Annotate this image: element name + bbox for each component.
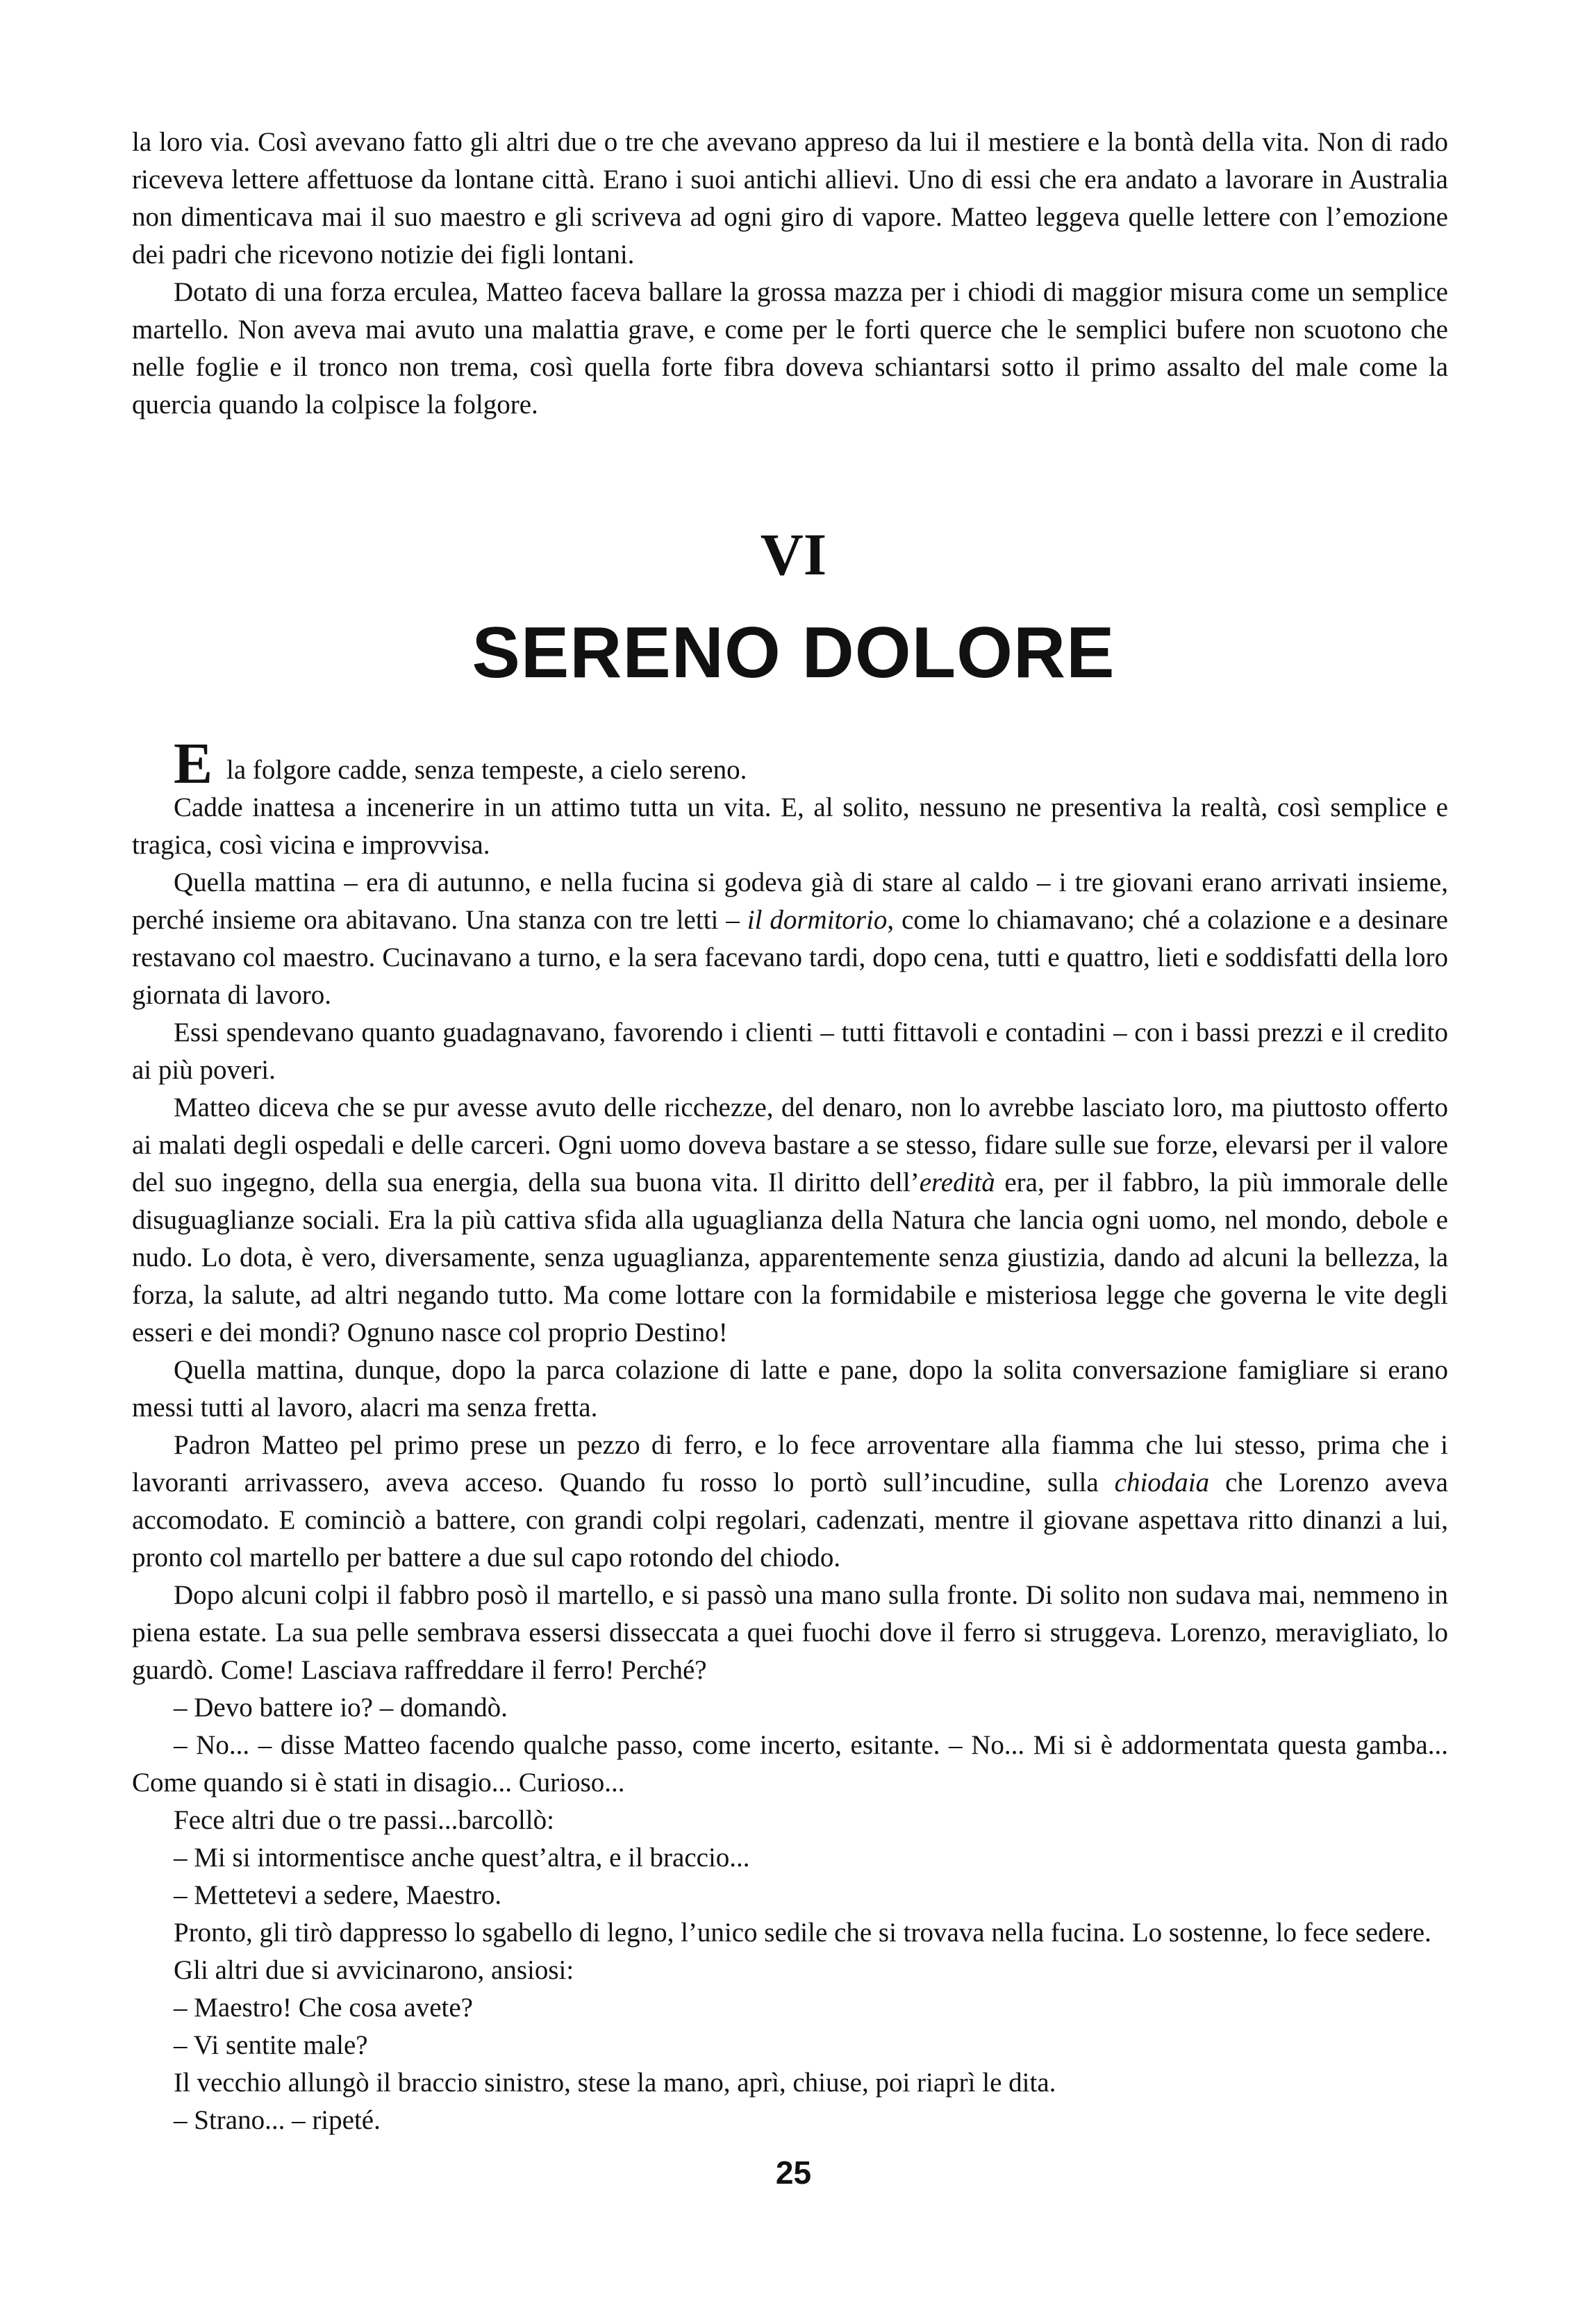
- paragraph: [132, 1427, 1448, 1577]
- chapter-number: VI: [760, 521, 827, 588]
- paragraph: Cadde inattesa a incenerire in un attimo tutta un vita. E, al solito, nessuno ne presentiva la realtà, così semplice e tragica, così vicina e improvvisa.: [132, 792, 1448, 860]
- text-run: che Lorenzo aveva accomodato. E cominciò a battere, con grandi colpi regolari, cadenzati, mentre il giovane aspettava ritto dinanzi a lui, pronto col martello per battere a due sul capo rotondo del chiodo.: [132, 1468, 1448, 1572]
- top-text-section: [132, 124, 1448, 424]
- opening-paragraph: [174, 731, 1448, 796]
- chapter-title: SERENO DOLORE: [472, 613, 1115, 693]
- dialogue-line: Pronto, gli tirò dappresso lo sgabello di legno, l’unico sedile che si trovava nella fucina. Lo sostenne, lo fece sedere.: [174, 1918, 1431, 1948]
- dialogue-line: – Maestro! Che cosa avete?: [174, 1993, 473, 2023]
- paragraph-continued: la loro via. Così avevano fatto gli altri due o tre che avevano appreso da lui il mestiere e la bontà della vita. Non di rado riceveva lettere affettuose da lontane città. Erano i suoi antichi allievi. Uno di essi che era andato a lavorare in Australia non dimenticava mai il suo maestro e gli scriveva ad ogni giro di vapore. Matteo leggeva quelle lettere con l’emozione dei padri che ricevono notizie dei figli lontani.: [132, 127, 1448, 269]
- paragraph: Essi spendevano quanto guadagnavano, favorendo i clienti – tutti fittavoli e contadini – con i bassi prezzi e il credito ai più poveri.: [132, 1018, 1448, 1085]
- text-run: Matteo diceva che se pur avesse avuto delle ricchezze, del denaro, non lo avrebbe lasciato loro, ma piuttosto offerto ai malati degli ospedali e delle carceri. Ogni uomo doveva bastare a se stesso, fidare sulle sue forze, elevarsi per il valore del suo ingegno, della sua energia, della sua buona vita. Il diritto dell’: [132, 1093, 1448, 1197]
- dialogue-line: – Vi sentite male?: [174, 2030, 368, 2060]
- dialogue-line: – No... – disse Matteo facendo qualche passo, come incerto, esitante. – No... Mi si è addormentata questa gamba... Come quando si è stati in disagio... Curioso...: [132, 1730, 1448, 1798]
- paragraph: Dotato di una forza erculea, Matteo faceva ballare la grossa mazza per i chiodi di maggior misura come un semplice martello. Non aveva mai avuto una malattia grave, e come per le forti querce che le semplici bufere non scuotono che nelle foglie e il tronco non trema, così quella forte fibra doveva schiantarsi sotto il primo assalto del male come la quercia quando la colpisce la folgore.: [132, 277, 1448, 420]
- text-run: era, per il fabbro, la più immorale delle disuguaglianze sociali. Era la più cattiva sfida alla uguaglianza della Natura che lancia ogni uomo, nel mondo, debole e nudo. Lo dota, è vero, diversamente, senza uguaglianza, apparentemente senza giustizia, dando ad alcuni la bellezza, la forza, la salute, ad altri negando tutto. Ma come lottare con la formidabile e misteriosa legge che governa le vite degli esseri e dei mondi? Ognuno nasce col proprio Destino!: [132, 1168, 1448, 1347]
- text-run: Quella mattina – era di autunno, e nella fucina si godeva già di stare al caldo – i tre giovani erano arrivati insieme, perché insieme ora abitavano. Una stanza con tre letti –: [132, 868, 1448, 935]
- italic-term: chiodaia: [1114, 1468, 1210, 1497]
- paragraph: [132, 1089, 1448, 1352]
- paragraph: [132, 864, 1448, 1014]
- paragraph: Dopo alcuni colpi il fabbro posò il martello, e si passò una mano sulla fronte. Di solito non sudava mai, nemmeno in piena estate. La sua pelle sembrava essersi disseccata a quei fuochi dove il ferro si struggeva. Lorenzo, meravigliato, lo guardò. Come! Lasciava raffreddare il ferro! Perché?: [132, 1580, 1448, 1685]
- dialogue-line: – Mettetevi a sedere, Maestro.: [174, 1880, 502, 1910]
- text-run: Padron Matteo pel primo prese un pezzo di ferro, e lo fece arroventare alla fiamma che lui stesso, prima che i lavoranti arrivassero, aveva acceso. Quando fu rosso lo portò sull’incudine, sulla: [132, 1430, 1448, 1497]
- italic-term: il dormitorio: [747, 905, 888, 935]
- drop-cap: E: [174, 731, 213, 796]
- dialogue-line: – Strano... – ripeté.: [174, 2105, 381, 2135]
- opening-text: la folgore cadde, senza tempeste, a cielo sereno.: [226, 755, 747, 785]
- italic-term: eredità: [919, 1168, 995, 1197]
- dialogue-line: – Devo battere io? – domandò.: [174, 1693, 508, 1723]
- dialogue-line: – Mi si intormentisce anche quest’altra, e il braccio...: [174, 1843, 750, 1873]
- text-run: , come lo chiamavano; ché a colazione e a desinare restavano col maestro. Cucinavano a turno, e la sera facevano tardi, dopo cena, tutti e quattro, lieti e soddisfatti della loro giornata di lavoro.: [132, 905, 1448, 1010]
- chapter-body: [132, 731, 1448, 2139]
- dialogue-line: Il vecchio allungò il braccio sinistro, stese la mano, aprì, chiuse, poi riaprì le dita.: [174, 2068, 1056, 2098]
- dialogue-line: Gli altri due si avvicinarono, ansiosi:: [174, 1955, 574, 1985]
- dialogue-line: Fece altri due o tre passi...barcollò:: [174, 1805, 554, 1835]
- paragraph: Quella mattina, dunque, dopo la parca colazione di latte e pane, dopo la solita conversazione famigliare si erano messi tutti al lavoro, alacri ma senza fretta.: [132, 1355, 1448, 1422]
- page-number: 25: [775, 2155, 812, 2191]
